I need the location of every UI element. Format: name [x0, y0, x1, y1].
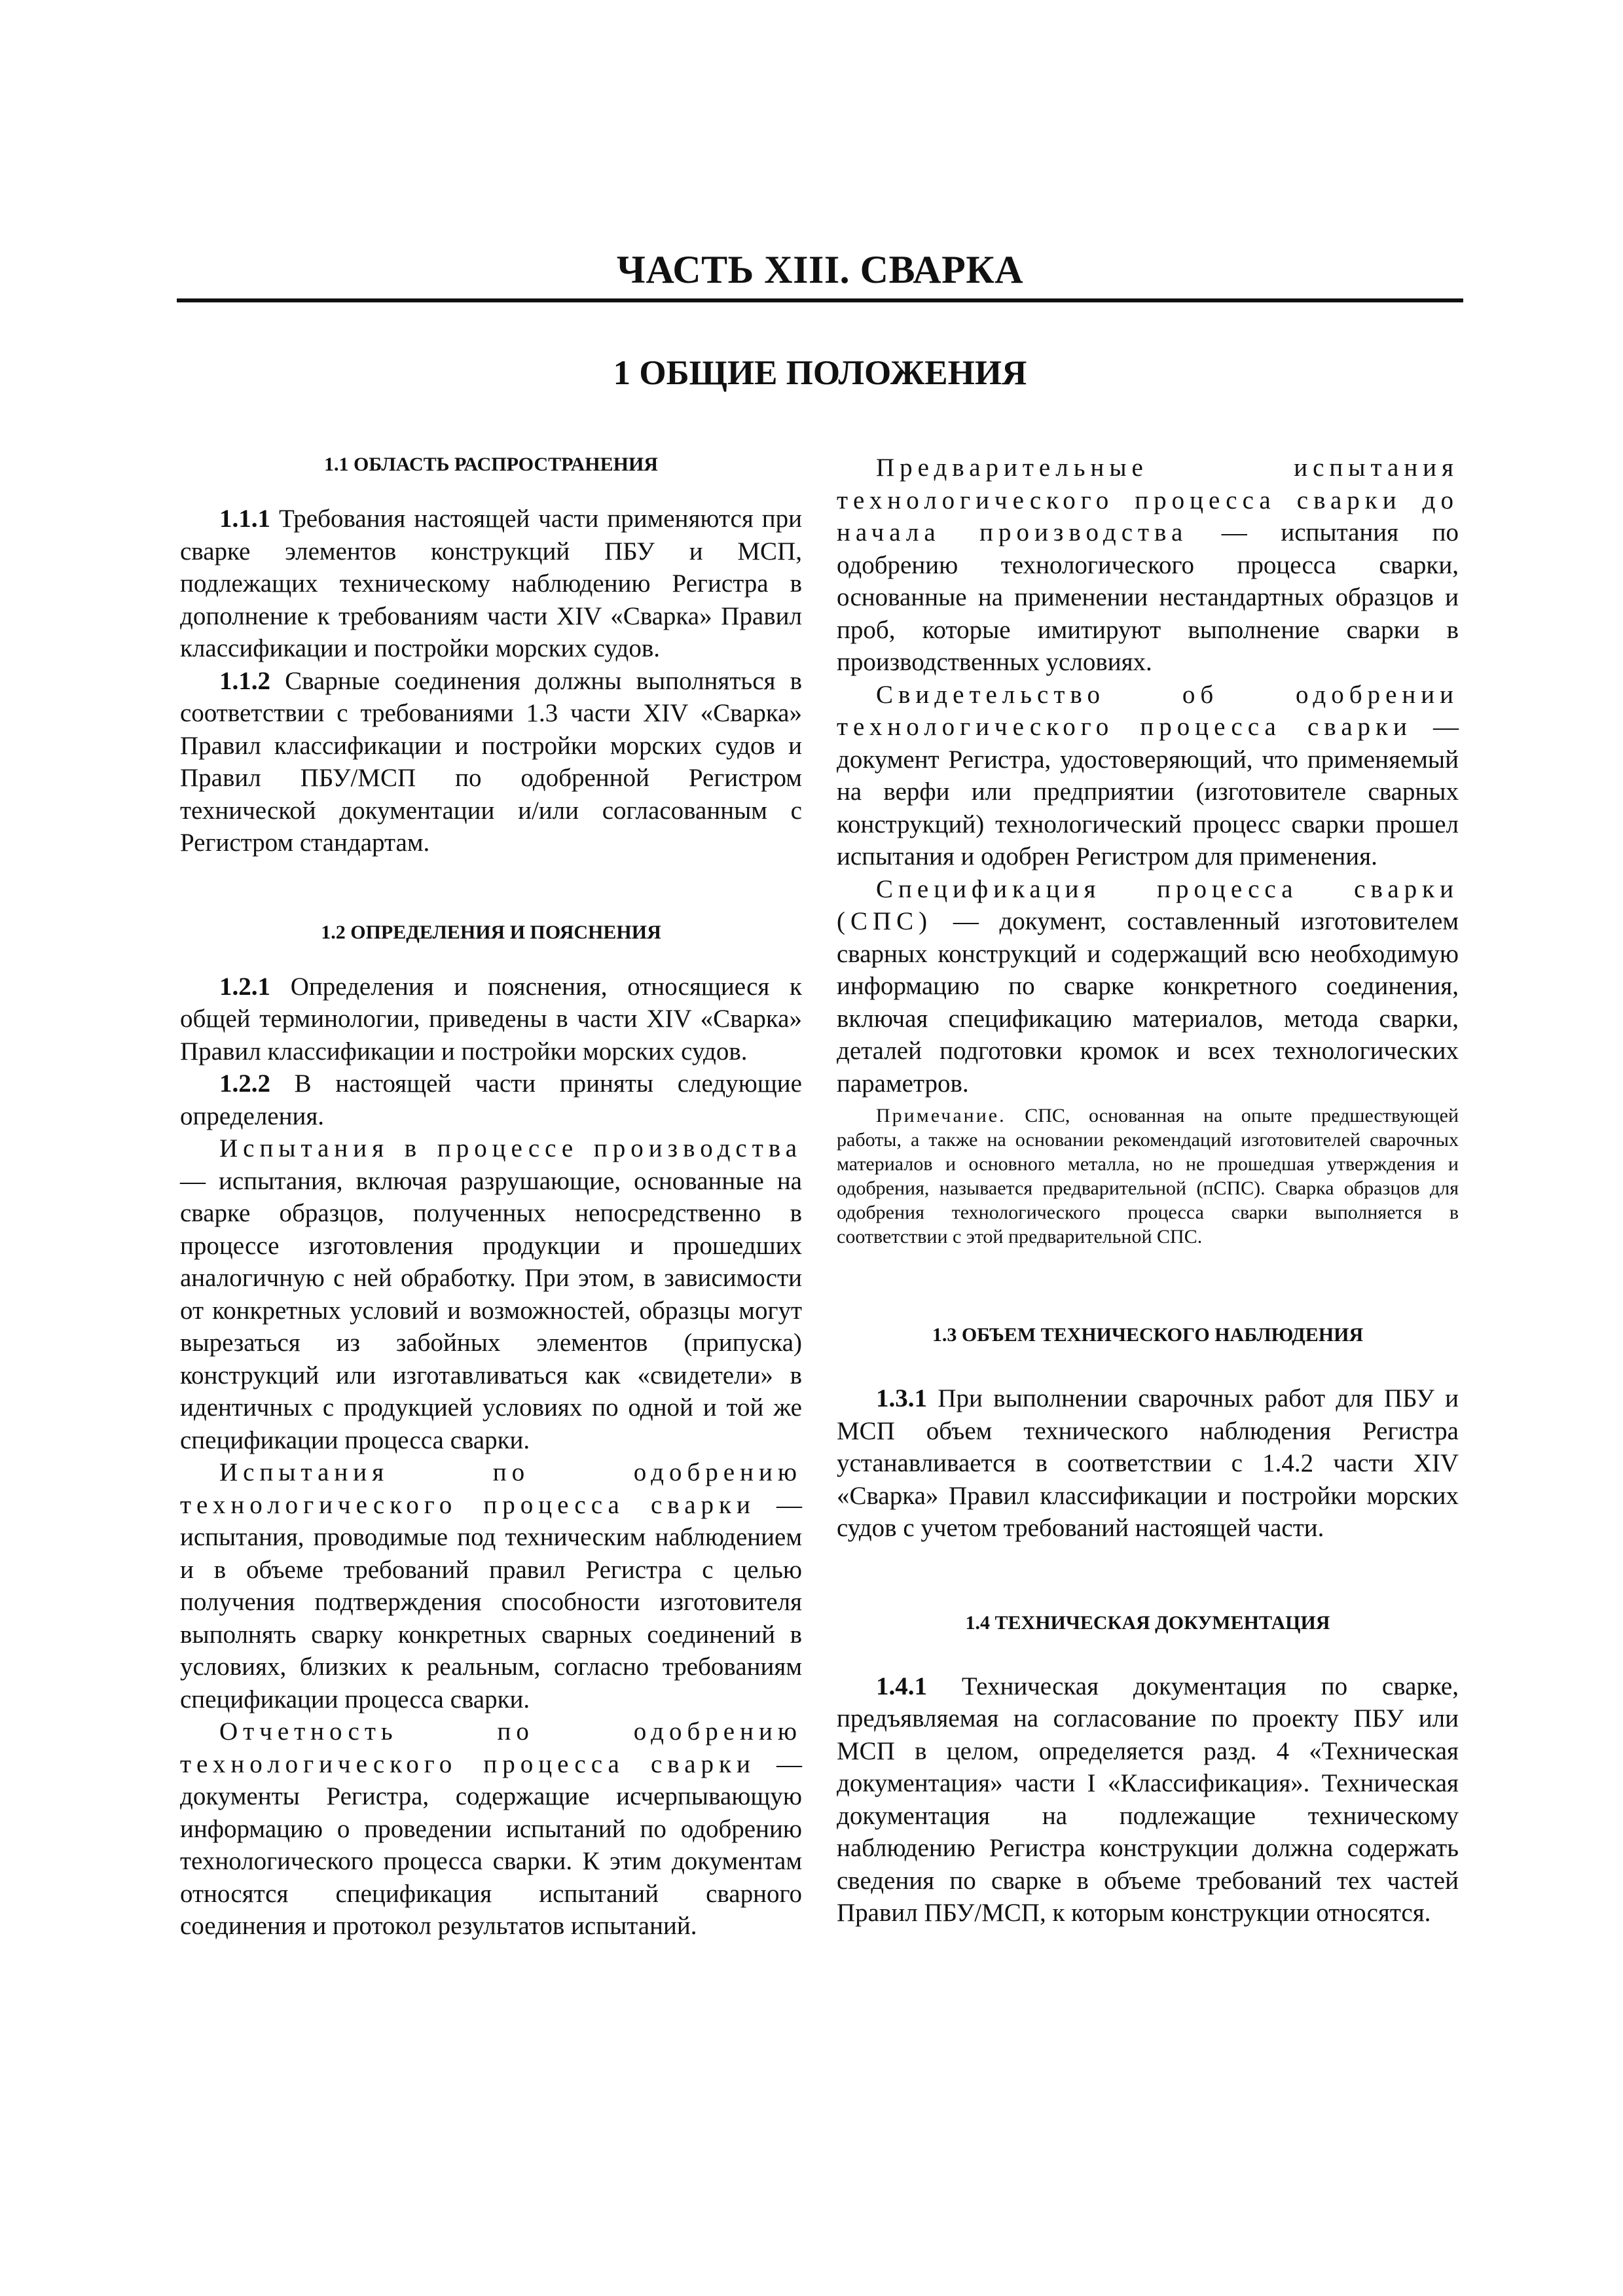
- section-1-2-heading: 1.2 ОПРЕДЕЛЕНИЯ И ПОЯСНЕНИЯ: [321, 921, 661, 943]
- chapter-title: 1 ОБЩИЕ ПОЛОЖЕНИЯ: [613, 354, 1027, 392]
- para-text: Определения и пояснения, относящиеся к общей терминологии, приведены в части XIV «Сварка» Правил классификации и постройки морских судов.: [180, 972, 802, 1066]
- part-title: ЧАСТЬ XIII. СВАРКА: [616, 248, 1024, 291]
- definition-term: Свидетельство об одобрении технологического процесса сварки: [837, 680, 1459, 741]
- definition-approval-tests: [180, 1456, 802, 1715]
- definition-term: Предварительные испытания технологического процесса сварки до начала производства: [837, 454, 1459, 547]
- para-1-1-1: [180, 503, 802, 665]
- title-rule: [177, 298, 1463, 302]
- left-column: [180, 452, 802, 1943]
- para-number: 1.3.1: [876, 1384, 927, 1412]
- section-1-4-heading: 1.4 ТЕХНИЧЕСКАЯ ДОКУМЕНТАЦИЯ: [965, 1611, 1330, 1634]
- definition-text: — документы Регистра, содержащие исчерпывающую информацию о проведении испытаний по одобрению технологического процесса сварки. К этим документам относятся спецификация испытаний сварного соединения и протокол результатов испытаний.: [180, 1749, 802, 1940]
- para-text: Техническая документация по сварке, предъявляемая на согласование по проекту ПБУ или МСП в целом, определяется разд. 4 «Техническая документация» части I «Классификация». Техническая документация на подлежащие техническому наблюдению Регистра конструкции должна содержать сведения по сварке в объеме требований тех частей Правил ПБУ/МСП, к которым конструкции относятся.: [837, 1672, 1459, 1927]
- definition-text: — документ, составленный изготовителем сварных конструкций и содержащий всю необходимую информацию по сварке конкретного соединения, включая спецификацию материалов, метода сварки, деталей подготовки кромок и всех технологических параметров.: [837, 907, 1459, 1098]
- para-1-2-1: [180, 971, 802, 1068]
- definition-term: Испытания в процессе производства: [219, 1134, 802, 1162]
- para-text: При выполнении сварочных работ для ПБУ и МСП объем технического наблюдения Регистра устанавливается в соответствии с 1.4.2 части XIV «Сварка» Правил классификации и постройки морских судов с учетом требований настоящей части.: [837, 1384, 1459, 1542]
- para-1-1-2: [180, 665, 802, 859]
- definition-preliminary-tests: [837, 452, 1459, 679]
- para-1-3-1: [837, 1382, 1459, 1545]
- para-text: Требования настоящей части применяются при сварке элементов конструкций ПБУ и МСП, подлежащих техническому наблюдению Регистра в дополнение к требованиям части XIV «Сварка» Правил классификации и постройки морских судов.: [180, 505, 802, 662]
- section-1-1-heading: 1.1 ОБЛАСТЬ РАСПРОСТРАНЕНИЯ: [324, 454, 658, 475]
- para-number: 1.1.1: [219, 505, 270, 533]
- definition-text: — испытания, включая разрушающие, основанные на сварке образцов, полученных непосредственно в процессе изготовления продукции и прошедших аналогичную с ней обработку. При этом, в зависимости от конкретных условий и возможностей, образцы могут вырезаться из забойных элементов (припуска) конструкций или изготавливаться как «свидетели» в идентичных с продукцией условиях по одной и той же спецификации процесса сварки.: [180, 1166, 802, 1454]
- definition-term: Испытания по одобрению технологического процесса сварки: [180, 1458, 802, 1519]
- para-number: 1.1.2: [219, 666, 270, 695]
- para-number: 1.2.1: [219, 972, 270, 1001]
- definition-approval-records: [180, 1715, 802, 1943]
- definition-production-tests: [180, 1132, 802, 1456]
- definition-text: — испытания по одобрению технологического процесса сварки, основанные на применении нестандартных образцов и проб, которые имитируют выполнение сварки в производственных условиях.: [837, 518, 1459, 676]
- para-text: В настоящей части приняты следующие определения.: [180, 1069, 802, 1130]
- definition-term: Отчетность по одобрению технологического процесса сварки: [180, 1717, 802, 1778]
- para-number: 1.2.2: [219, 1069, 270, 1098]
- right-column: [837, 452, 1459, 1929]
- para-1-4-1: [837, 1670, 1459, 1929]
- definition-term: Спецификация процесса сварки (СПС): [837, 874, 1459, 935]
- note-label: Примечание.: [876, 1105, 1006, 1126]
- para-text: Сварные соединения должны выполняться в соответствии с требованиями 1.3 части XIV «Сварка» Правил классификации и постройки морских судов и Правил ПБУ/МСП по одобренной Регистром технической документации и/или согласованным с Регистром стандартам.: [180, 666, 802, 857]
- note-text: СПС, основанная на опыте предшествующей работы, а также на основании рекомендаций изготовителей сварочных материалов и основного металла, но не прошедшая утверждения и одобрения, называется предварительной (пСПС). Сварка образцов для одобрения технологического процесса сварки выполняется в соответствии с этой предварительной СПС.: [837, 1105, 1459, 1247]
- para-1-2-2: [180, 1067, 802, 1132]
- section-1-3-heading: 1.3 ОБЪЕМ ТЕХНИЧЕСКОГО НАБЛЮДЕНИЯ: [932, 1324, 1364, 1346]
- definition-text: — документ Регистра, удостоверяющий, что применяемый на верфи или предприятии (изготовителе сварных конструкций) технологический процесс сварки прошел испытания и одобрен Регистром для применения.: [837, 713, 1459, 870]
- definition-wps: [837, 873, 1459, 1100]
- definition-text: — испытания, проводимые под техническим наблюдением и в объеме требований правил Регистра с целью получения подтверждения способности изготовителя выполнять сварку конкретных сварных соединений в условиях, близких к реальным, согласно требованиям спецификации процесса сварки.: [180, 1490, 802, 1713]
- definition-approval-certificate: [837, 679, 1459, 873]
- para-number: 1.4.1: [876, 1672, 927, 1700]
- note: [837, 1103, 1459, 1249]
